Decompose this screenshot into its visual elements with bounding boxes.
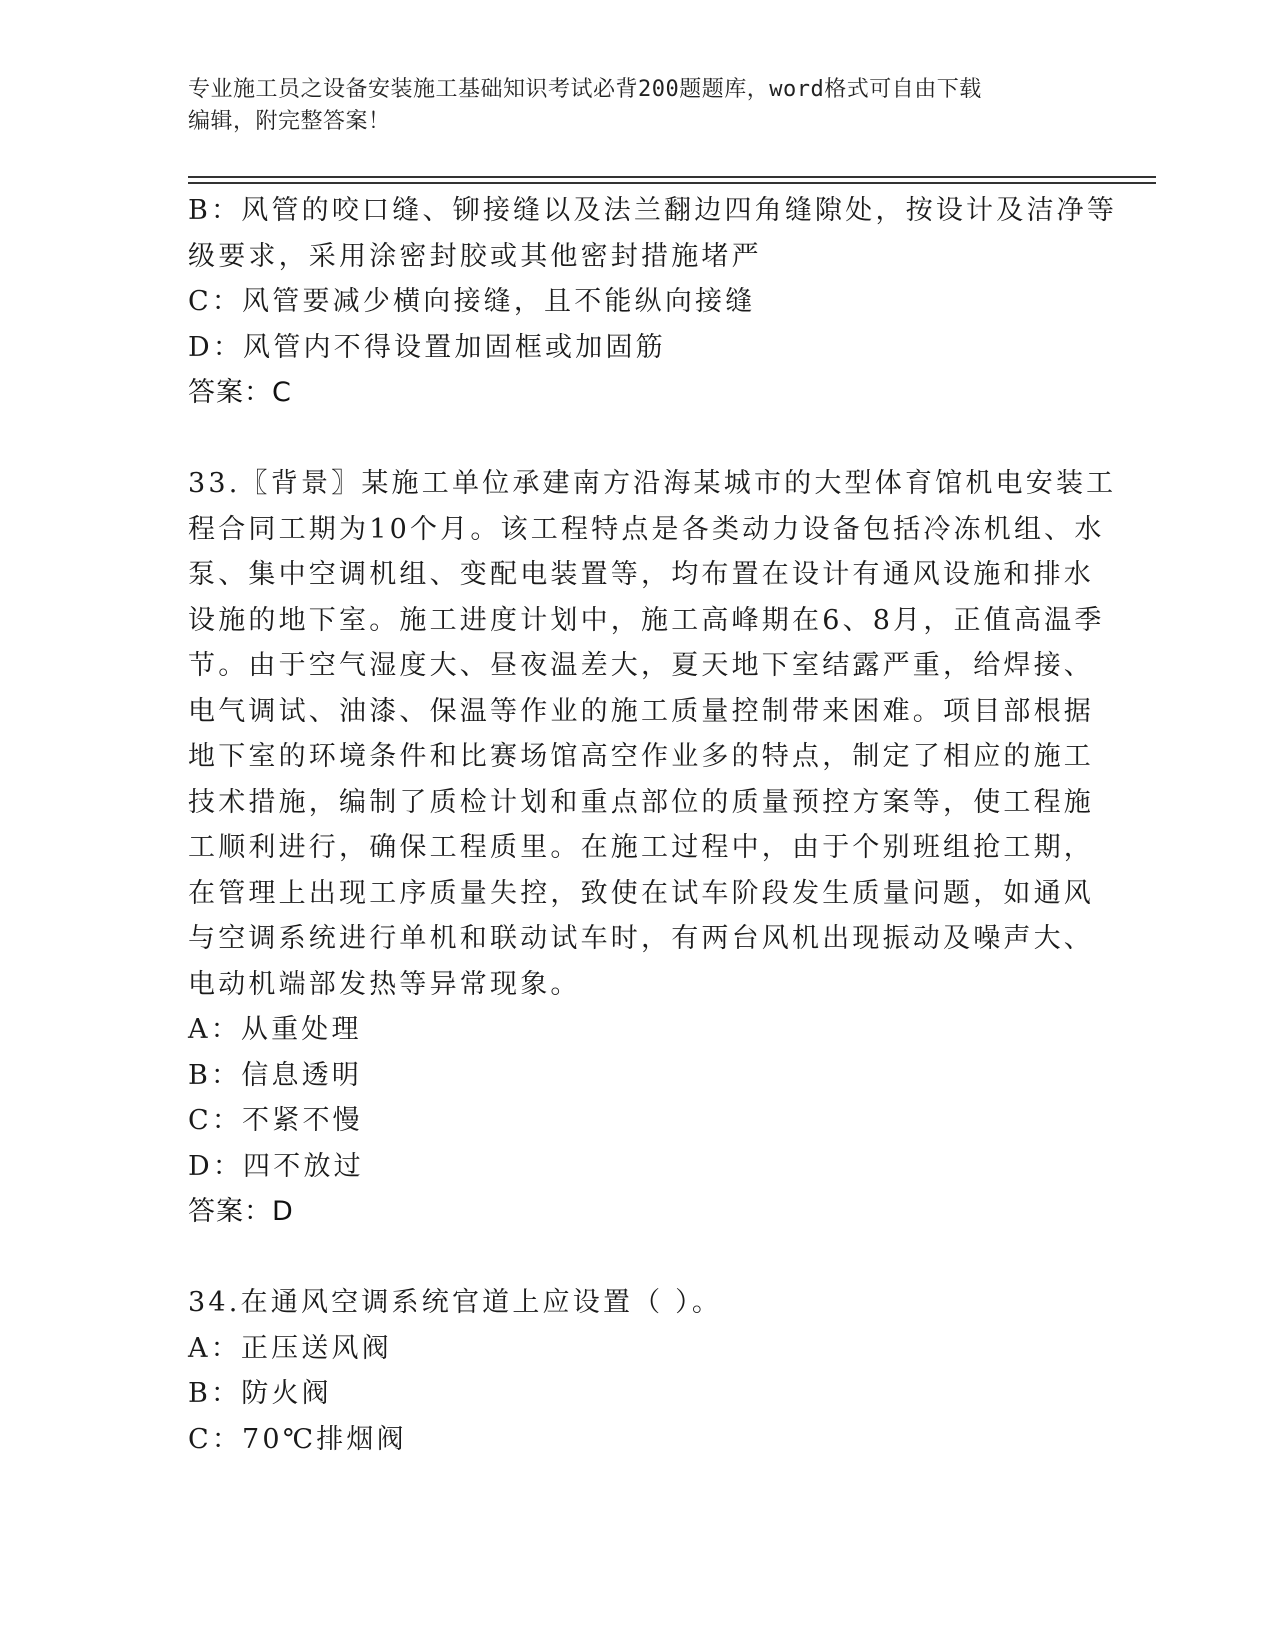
q33-stem-line: 程合同工期为10个月。该工程特点是各类动力设备包括冷冻机组、水 <box>188 513 1105 545</box>
q33-option-c: C：不紧不慢 <box>188 1105 363 1136</box>
q32-option-b-line-2: 级要求，采用涂密封胶或其他密封措施堵严 <box>188 240 762 272</box>
document-body <box>188 188 1118 1462</box>
q33-stem-line: 电气调试、油漆、保温等作业的施工质量控制带来困难。项目部根据 <box>188 695 1094 727</box>
q33-option-b: B：信息透明 <box>188 1059 363 1091</box>
q33-stem-line: 地下室的环境条件和比赛场馆高空作业多的特点，制定了相应的施工 <box>188 741 1094 772</box>
spacer <box>188 416 1108 462</box>
q33-option-a: A：从重处理 <box>188 1014 362 1045</box>
q33-stem-line: 电动机端部发热等异常现象。 <box>188 968 581 1000</box>
document-header <box>188 74 1088 138</box>
header-title-line-2: 编辑，附完整答案！ <box>188 109 391 134</box>
q34-stem: 34.在通风空调系统官道上应设置（ ）。 <box>188 1287 723 1318</box>
q33-stem-line: 设施的地下室。施工进度计划中，施工高峰期在6、8月，正值高温季 <box>188 604 1105 636</box>
q32-option-d: D：风管内不得设置加固框或加固筋 <box>188 331 666 363</box>
q33-stem-line: 工顺利进行，确保工程质里。在施工过程中，由于个别班组抢工期， <box>188 832 1094 863</box>
question-33 <box>188 461 1117 1235</box>
q34-option-b: B：防火阀 <box>188 1378 332 1409</box>
question-32-tail <box>188 188 1118 416</box>
header-divider-bottom <box>188 182 1156 184</box>
q33-stem-line: 技术措施，编制了质检计划和重点部位的质量预控方案等，使工程施 <box>188 786 1094 818</box>
q32-option-c: C：风管要减少横向接缝，且不能纵向接缝 <box>188 286 756 317</box>
q33-stem-line: 泵、集中空调机组、变配电装置等，均布置在设计有通风设施和排水 <box>188 559 1094 590</box>
q33-option-d: D：四不放过 <box>188 1150 364 1182</box>
spacer <box>188 1235 1108 1281</box>
q34-option-c: C：70℃排烟阀 <box>188 1423 407 1455</box>
header-title-line-1: 专业施工员之设备安装施工基础知识考试必背200题题库，word格式可自由下载 <box>188 77 982 102</box>
q33-stem-line: 与空调系统进行单机和联动试车时，有两台风机出现振动及噪声大、 <box>188 923 1094 954</box>
q33-stem-line: 在管理上出现工序质量失控，致使在试车阶段发生质量问题，如通风 <box>188 877 1094 909</box>
q32-option-b-line-1: B：风管的咬口缝、铆接缝以及法兰翻边四角缝隙处，按设计及洁净等 <box>188 195 1118 226</box>
question-34 <box>188 1280 1108 1462</box>
q33-stem-line: 节。由于空气湿度大、昼夜温差大，夏天地下室结露严重，给焊接、 <box>188 650 1094 681</box>
q32-answer: 答案：C <box>188 377 292 408</box>
q33-stem-line: 33.〖背景〗某施工单位承建南方沿海某城市的大型体育馆机电安装工 <box>188 468 1117 499</box>
q34-option-a: A：正压送风阀 <box>188 1332 392 1364</box>
header-divider-top <box>188 176 1156 178</box>
q33-answer: 答案：D <box>188 1196 294 1227</box>
